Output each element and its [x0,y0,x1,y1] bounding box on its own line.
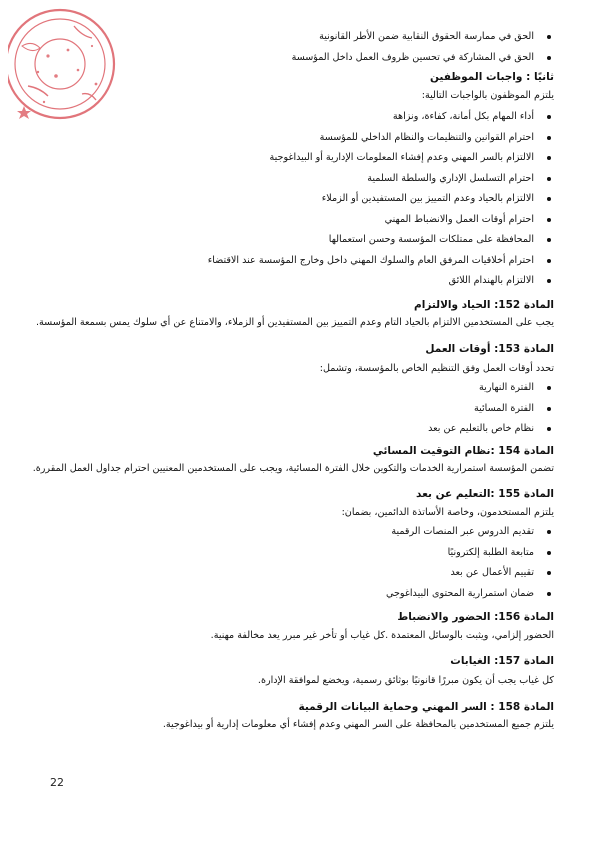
article-153-intro: تحدد أوقات العمل وفق التنظيم الخاص بالمؤسسة، وتشمل: [319,363,554,374]
rights-list [44,30,554,65]
article-154-heading: المادة 154 :نظام التوقيت المسائي [372,445,554,457]
article-152-heading: المادة 152: الحياد والالتزام [414,299,554,311]
list-item: ضمان استمرارية المحتوى البيداغوجي [44,587,554,601]
list-item: تقييم الأعمال عن بعد [44,566,554,580]
article-156-text: الحضور إلزامي، ويثبت بالوسائل المعتمدة .كل غياب أو تأخر غير مبرر يعد مخالفة مهنية. [210,629,554,641]
document-body [32,30,554,732]
article-157-heading: المادة 157: الغيابات [450,654,554,667]
distance-learning-list [44,525,554,601]
list-item: تقديم الدروس عبر المنصات الرقمية [44,525,554,539]
list-item: المحافظة على ممتلكات المؤسسة وحسن استعمالها [44,233,554,247]
article-158-heading: المادة 158 : السر المهني وحماية البيانات الرقمية [298,700,554,713]
list-item: الفترة المسائية [44,402,554,416]
list-item: أداء المهام بكل أمانة، كفاءة، ونزاهة [44,110,554,124]
list-item: نظام خاص بالتعليم عن بعد [44,422,554,436]
list-item: الالتزام بالسر المهني وعدم إفشاء المعلومات الإدارية أو البيداغوجية [44,151,554,165]
article-156-heading: المادة 156: الحضور والانضباط [397,610,554,623]
list-item: الفترة النهارية [44,381,554,395]
duties-list [44,110,554,288]
list-item: الحق في المشاركة في تحسين ظروف العمل داخل المؤسسة [44,51,554,65]
article-155-intro: يلتزم المستخدمون، وخاصة الأساتذة الدائمين، بضمان: [341,507,554,518]
article-153-heading: المادة 153: أوقات العمل [425,343,554,355]
work-periods-list [44,381,554,436]
article-158-text: يلتزم جميع المستخدمين بالمحافظة على السر المهني وعدم إفشاء أي معلومات إدارية أو بيداغوجية. [162,718,554,730]
list-item: احترام أخلاقيات المرفق العام والسلوك المهني داخل وخارج المؤسسة عند الاقتضاء [44,254,554,268]
list-item: احترام التسلسل الإداري والسلطة السلمية [44,172,554,186]
duties-heading: ثانيًا : واجبات الموظفين [429,71,554,83]
duties-intro: يلتزم الموظفون بالواجبات التالية: [421,90,554,101]
list-item: الالتزام بالهندام اللائق [44,274,554,288]
article-154-text: تضمن المؤسسة استمرارية الخدمات والتكوين خلال الفترة المسائية، ويجب على المستخدمين المعنيين احترام جداول العمل المقررة. [32,463,554,474]
list-item: احترام أوقات العمل والانضباط المهني [44,213,554,227]
article-155-heading: المادة 155 :التعليم عن بعد [416,488,554,500]
page-number: 22 [50,776,64,789]
list-item: الحق في ممارسة الحقوق النقابية ضمن الأطر القانونية [44,30,554,44]
list-item: احترام القوانين والتنظيمات والنظام الداخلي للمؤسسة [44,131,554,145]
list-item: متابعة الطلبة إلكترونيًا [44,546,554,560]
list-item: الالتزام بالحياد وعدم التمييز بين المستفيدين أو الزملاء [44,192,554,206]
article-152-text: يجب على المستخدمين الالتزام بالحياد التام وعدم التمييز بين المستفيدين أو الزملاء، والامتناع عن أي سلوك يمس بسمعة المؤسسة. [35,317,554,328]
article-157-text: كل غياب يجب أن يكون مبررًا قانونيًا بوثائق رسمية، ويخضع لموافقة الإدارة. [257,674,554,686]
